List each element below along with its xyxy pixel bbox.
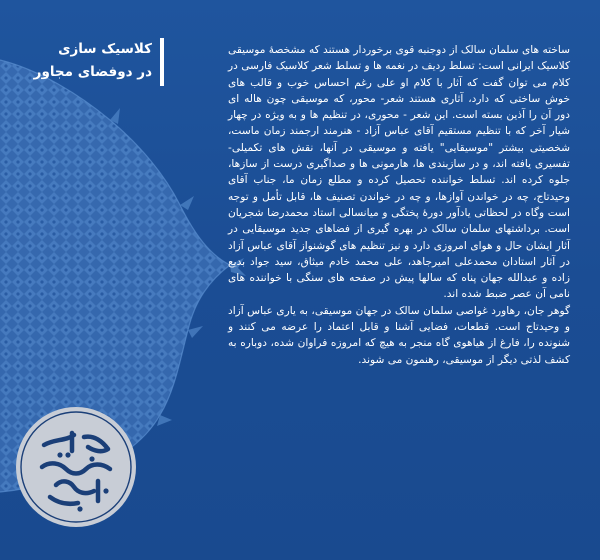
title-line-1: کلاسیک سازی — [58, 41, 152, 57]
body-paragraph-1: ساخته های سلمان سالک از دوجنبه قوی برخوردار هستند که مشخصهٔ موسیقی کلاسیک ایرانی است: تسلط ردیف در نغمه ها و تسلط شعر کلاسیک فارسی در کلام می توان گفت که آثار با کلام او علی رغم احساس خوب و قالب های خوش ساختی که دارد، آثاری هستند شعر- محور، که موسیقی چون هاله ای دور آن را آذین بسته است. این شعر - محوری، در تنظیم ها و به ویژه در چهار شیار آخر که با تنظیم مستقیم آقای عباس آزاد - هنرمند ارجمند زمان ماست، شخصیتی بیشتر "موسیقایی" یافته و موسیقی در آنها، نقش های تکمیلی- تفسیری یافته اند، و در سازبندی ها، هارمونی ها و صداگیری درست از سازها، جلوه کرده اند. تسلط خواننده تحصیل کرده و مطلع زمان ما، جناب آقای وحیدتاج، چه در خواندن آوازها، و چه در خواندن تصنیف ها، قابل تأمل و توجه است وگاه در لحظاتی یادآور دورهٔ پختگی و میانسالی استاد محمدرضا شجریان است. برداشتهای سلمان سالک در بهره گیری از فضاهای جدید موسیقایی در آثار ایشان حال و هوای امروزی دارد و نیز تنظیم های گوشنواز آقای عباس آزاد در آثار استادان محمدعلی امیرجاهد، علی محمد خادم میثاق، سید جواد بدیع زاده و عبدالله جهان پناه که سالها پیش در صفحه های سنگی با خواننده های نامی آن عصر ضبط شده اند. — [227, 44, 570, 301]
body-paragraph-2: گوهر جان، رهاورد غواصی سلمان سالک در جهان موسیقی، به یاری عباس آزاد و وحیدتاج است. قطعات، فضایی آشنا و قابل اعتماد را عرضه می کنند و شنونده را، فارغ از هیاهوی گاه منجر به هیچ که امروزه فراوان شده، دوباره به کشف لذتی دیگر از موسیقی، رهنمون می شوند. — [228, 304, 570, 366]
title-line-2: در دوفضای مجاور — [33, 64, 152, 80]
calligraphy-seal-logo — [14, 405, 138, 529]
body-text — [228, 42, 570, 368]
title-block — [33, 38, 164, 86]
